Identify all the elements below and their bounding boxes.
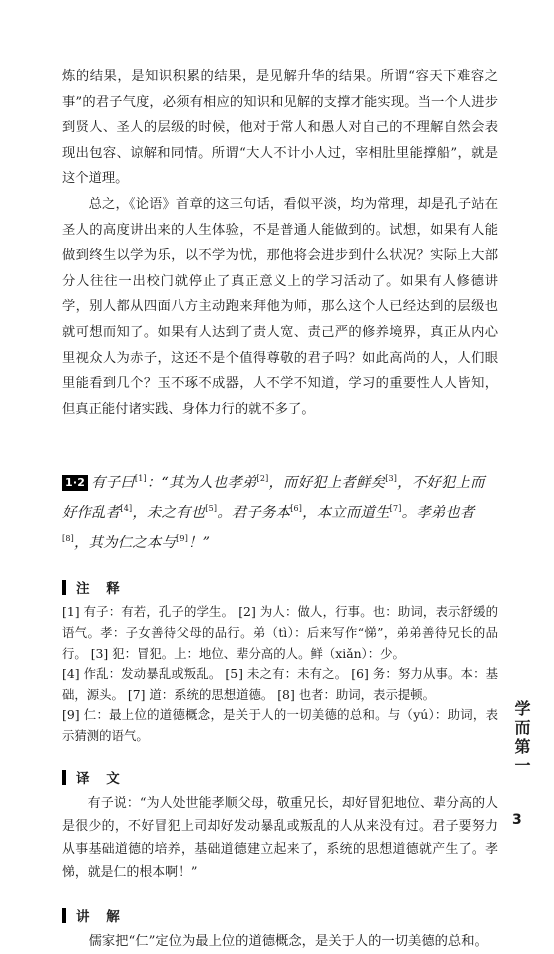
classic-seg: 。君子务本 — [217, 505, 291, 522]
note-line: [4] 作乱：发动暴乱或叛乱。 [5] 未之有：未有之。 [6] 务：努力从事。本：基础，源头。 [7] 道：系统的思想道德。 [8] 也者：助词，表示提顿。 — [62, 666, 498, 702]
classic-seg: 有子曰 — [91, 475, 135, 492]
translation-header — [62, 766, 498, 788]
classic-seg: ，而好犯上者鲜矣 — [268, 475, 386, 492]
classic-seg: ，其为仁之本与 — [73, 535, 177, 552]
explanation-section — [62, 904, 498, 954]
footnote-ref: [1] — [134, 474, 147, 484]
explanation-header — [62, 904, 498, 926]
chapter-side-title: 学而第一 — [512, 700, 531, 776]
footnote-ref: [7] — [389, 504, 402, 514]
translation-text: 有子说：“为人处世能孝顺父母，敬重兄长，却好冒犯地位、辈分高的人是很少的，不好冒犯上司却好发动暴乱或叛乱的人从来没有过。君子要努力从事基础道德的培养，基础道德建立起来了，系统的思想道德就产生了。孝悌，就是仁的根本啊！” — [62, 796, 498, 881]
paragraph-1: 炼的结果，是知识积累的结果，是见解升华的结果。所谓“容天下难容之事”的君子气度，必须有相应的知识和见解的支撑才能实现。当一个人进步到贤人、圣人的层级的时候，他对于常人和愚人对自己的不理解自然会表现出包容、谅解和同情。所谓“大人不计小人过，宰相肚里能撑船”，就是这个道理。 — [62, 69, 498, 187]
classic-seg: ，不好犯上而好作乱者 — [62, 475, 485, 522]
footnote-ref: [4] — [120, 504, 133, 514]
explanation-title: 讲 解 — [76, 909, 126, 926]
paragraph-2: 总之，《论语》首章的这三句话，看似平淡，均为常理，却是孔子站在圣人的高度讲出来的人生体验，不是普通人能做到的。试想，如果有人能做到终生以学为乐，以不学为忧，那他将会进步到什么状况？实际上大部分人往往一出校门就停止了真正意义上的学习活动了。如果有人修德讲学，别人都从四面八方主动跑来拜他为师，那么这个人已经达到的层级也就可想而知了。如果有人达到了责人宽、责己严的修养境界，真正从内心里视众人为赤子，这还不是个值得尊敬的君子吗？如此高尚的人，人们眼里能看到几个？玉不琢不成器，人不学不知道，学习的重要性人人皆知，但真正能付诸实践、身体力行的就不多了。 — [62, 196, 498, 417]
footnote-ref: [9] — [176, 534, 189, 544]
note-line: [9] 仁：最上位的道德概念，是关于人的一切美德的总和。与（yú）：助词，表示猜测的语气。 — [62, 707, 498, 743]
passage-number-badge: 1·2 — [62, 475, 88, 491]
section-marker-bar — [62, 580, 66, 595]
notes-header — [62, 576, 498, 598]
translation-section — [62, 766, 498, 884]
classic-seg: ，未之有也 — [132, 505, 206, 522]
footnote-ref: [5] — [205, 504, 218, 514]
classic-seg: ！” — [188, 535, 211, 552]
main-text-column — [62, 64, 498, 954]
section-marker-bar — [62, 770, 66, 785]
footnote-ref: [8] — [62, 534, 74, 544]
classic-seg: ，本立而道生 — [302, 505, 390, 522]
note-line: [1] 有子：有若，孔子的学生。 [2] 为人：做人，行事。也：助词，表示舒缓的语气。孝：子女善待父母的品行。弟（tì）：后来写作“悌”，弟弟善待兄长的品行。 [3] 犯：冒犯。上：地位、辈分高的人。鲜（xiǎn）：少。 — [62, 604, 498, 661]
notes-title: 注 释 — [76, 581, 126, 598]
classic-seg: ：“其为人也孝弟 — [146, 475, 257, 492]
footnote-ref: [6] — [290, 504, 303, 514]
explanation-text: 儒家把“仁”定位为最上位的道德概念，是关于人的一切美德的总和。 — [88, 934, 488, 950]
footnote-ref: [2] — [256, 474, 269, 484]
notes-section — [62, 576, 498, 746]
footnote-ref: [3] — [385, 474, 398, 484]
classic-passage — [62, 466, 498, 556]
page-number: 3 — [512, 812, 522, 828]
section-marker-bar — [62, 908, 66, 923]
classic-seg: 。孝弟也者 — [401, 505, 475, 522]
translation-title: 译 文 — [76, 771, 126, 788]
